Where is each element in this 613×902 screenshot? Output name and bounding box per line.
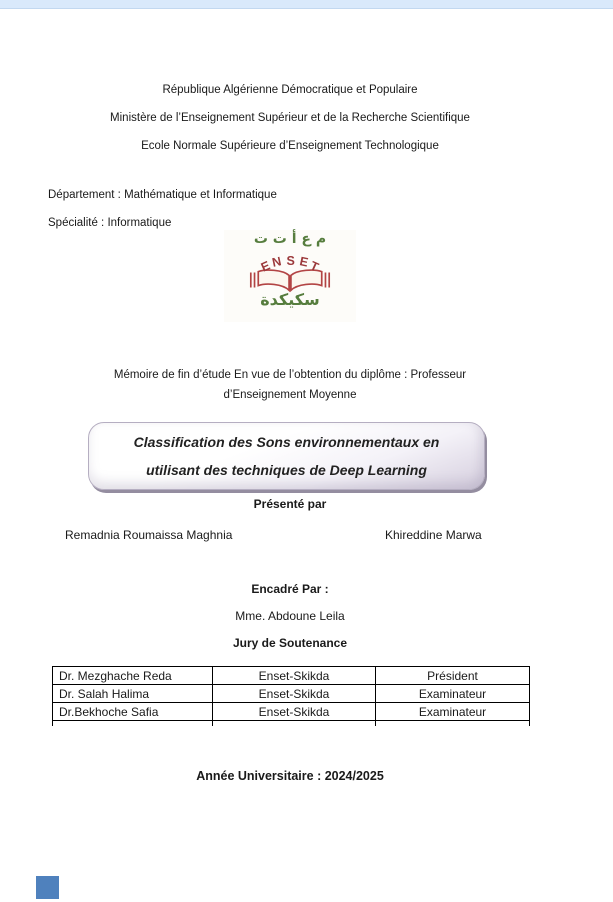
degree-line-2: d’Enseignement Moyenne <box>223 388 357 401</box>
enset-acronym-letter: E <box>259 258 273 275</box>
jury-table <box>52 666 530 726</box>
department-line: Département : Mathématique et Informatique <box>48 189 277 201</box>
enset-logo <box>224 230 356 322</box>
specialty-line: Spécialité : Informatique <box>48 217 172 229</box>
author-name-2: Khireddine Marwa <box>385 528 482 542</box>
author-name-1: Remadnia Roumaissa Maghnia <box>65 528 233 542</box>
jury-member-role: Président <box>376 667 530 685</box>
table-row <box>53 685 530 703</box>
enset-acronym-letter: E <box>298 254 310 270</box>
logo-arabic-top-text: م ع أ ت ت <box>253 231 327 247</box>
degree-line-1: Mémoire de fin d’étude En vue de l’obtention du diplôme : Professeur <box>113 369 467 381</box>
thesis-title-line-2: utilisant des techniques de Deep Learning <box>146 462 427 478</box>
jury-member-name: Dr.Bekhoche Safia <box>53 703 213 721</box>
enset-acronym-letter: N <box>271 254 284 270</box>
jury-member-institution: Enset-Skikda <box>213 685 376 703</box>
header-line-ministry: Ministère de l’Enseignement Supérieur et de la Recherche Scientifique <box>110 112 470 124</box>
degree-statement <box>0 366 580 405</box>
supervisor-name: Mme. Abdoune Leila <box>235 609 345 623</box>
jury-member-role: Examinateur <box>376 685 530 703</box>
jury-member-role: Examinateur <box>376 703 530 721</box>
jury-section-label: Jury de Soutenance <box>232 636 348 650</box>
logo-arabic-bottom-text: سكيكدة <box>260 290 320 309</box>
republic-header <box>0 76 580 160</box>
table-stub-cell <box>376 721 530 727</box>
header-line-school: Ecole Normale Supérieure d’Enseignement Technologique <box>141 140 439 152</box>
presented-by-label: Présenté par <box>253 497 327 511</box>
table-stub-cell <box>213 721 376 727</box>
table-row <box>53 667 530 685</box>
jury-member-name: Dr. Mezghache Reda <box>53 667 213 685</box>
enset-acronym <box>259 249 321 275</box>
table-stub-cell <box>53 721 213 727</box>
enset-acronym-letter: T <box>308 258 321 275</box>
jury-member-name: Dr. Salah Halima <box>53 685 213 703</box>
top-blue-bar <box>0 0 613 9</box>
thesis-title-line-1: Classification des Sons environnementaux en <box>133 434 440 450</box>
jury-member-institution: Enset-Skikda <box>213 703 376 721</box>
supervisor-label: Encadré Par : <box>251 582 329 596</box>
table-border-stub <box>53 721 530 727</box>
enset-acronym-letter: S <box>286 254 295 268</box>
academic-year: Année Universitaire : 2024/2025 <box>196 769 384 783</box>
jury-member-institution: Enset-Skikda <box>213 667 376 685</box>
header-line-republic: République Algérienne Démocratique et Populaire <box>162 84 418 96</box>
blue-square-marker <box>36 876 59 899</box>
thesis-title-box <box>88 422 485 490</box>
table-row <box>53 703 530 721</box>
